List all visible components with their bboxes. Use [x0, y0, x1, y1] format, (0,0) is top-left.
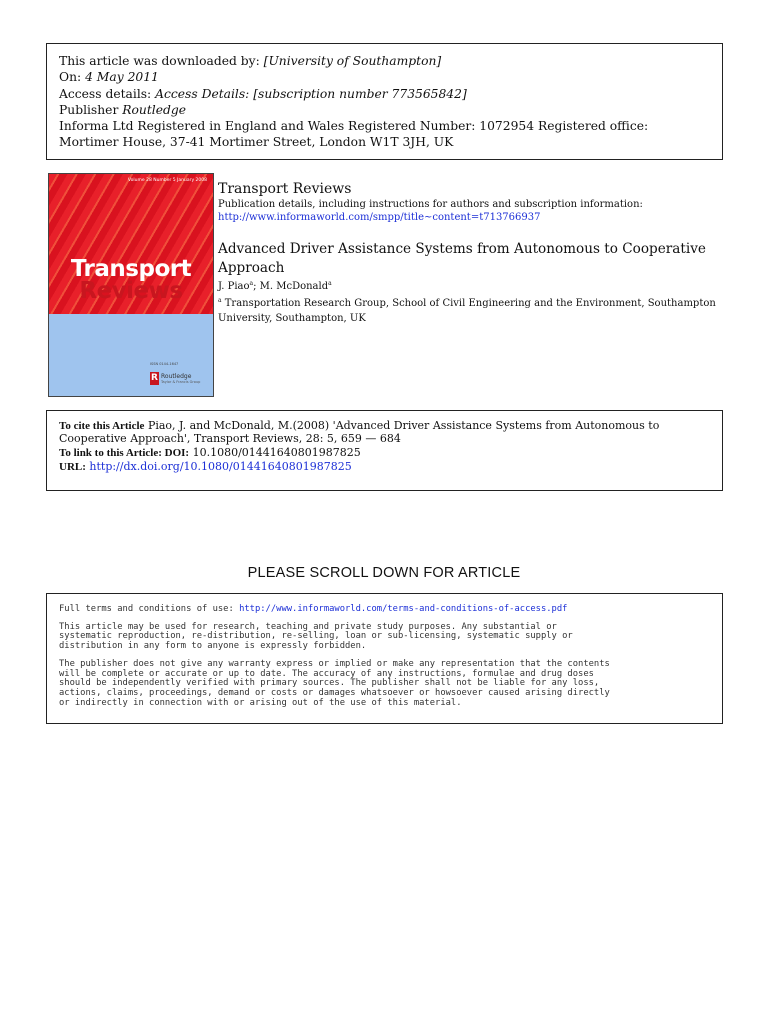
author-mcdonald: ; M. McDonald: [253, 281, 329, 292]
cover-volume-text: Volume 28 Number 5 January 2008: [127, 178, 207, 183]
download-info-box: [46, 43, 723, 160]
journal-title: Transport Reviews: [218, 181, 352, 197]
journal-link[interactable]: http://www.informaworld.com/smpp/title~content=t713766937: [218, 212, 541, 223]
downloaded-by-value: [University of Southampton]: [263, 54, 442, 68]
author-piao: J. Piao: [218, 281, 250, 292]
terms-box: [46, 593, 723, 724]
publisher-label: Publisher: [59, 102, 123, 117]
cite-line: [59, 420, 710, 445]
access-details-line: [59, 86, 710, 102]
doi-value: 10.1080/01441640801987825: [189, 445, 361, 459]
cover-small-text: ISSN 0144-1647: [150, 362, 179, 366]
cite-label: To cite this Article: [59, 420, 145, 432]
affiliation-text: Transportation Research Group, School of Civil Engineering and the Environment, Southampton University, Southampton, UK: [218, 298, 716, 324]
publication-details-text: Publication details, including instructions for authors and subscription information:: [218, 199, 643, 210]
download-date-line: [59, 69, 710, 85]
routledge-logo-name: Routledge: [161, 373, 192, 380]
terms-para1: This article may be used for research, teaching and private study purposes. Any substantial or systematic reproduction, re-distribution, re-selling, loan or sub-licensing, systematic supply or distribution in any form to anyone is expressly forbidden.: [59, 621, 573, 652]
publisher-line: [59, 102, 710, 118]
downloaded-by-label: This article was downloaded by:: [59, 54, 264, 68]
affiliation: [218, 293, 718, 326]
journal-cover-image: [48, 173, 214, 397]
routledge-logo-sub: Taylor & Francis Group: [161, 380, 201, 384]
download-date-value: 4 May 2011: [85, 70, 159, 85]
article-authors: [218, 277, 718, 293]
author-piao-sup: a: [249, 280, 254, 287]
affiliation-sup: a: [218, 297, 222, 304]
citation-box: [46, 410, 723, 491]
scroll-down-message: PLEASE SCROLL DOWN FOR ARTICLE: [247, 565, 521, 581]
terms-label: Full terms and conditions of use:: [59, 604, 240, 614]
terms-line: [59, 605, 710, 615]
url-label: URL:: [59, 460, 86, 473]
access-details-label: Access details:: [59, 86, 156, 101]
routledge-r-icon: R: [151, 373, 158, 383]
cite-text: Piao, J. and McDonald, M.(2008) 'Advanced Driver Assistance Systems from Autonomous to Cooperative Approach', Transport Reviews, 28: 5, 659 — 684: [59, 419, 660, 445]
download-date-label: On:: [59, 70, 86, 85]
routledge-logo: [150, 370, 212, 388]
publisher-value: Routledge: [122, 102, 186, 117]
doi-url-link[interactable]: http://dx.doi.org/10.1080/01441640801987825: [85, 459, 352, 473]
author-mcdonald-sup: a: [328, 280, 332, 287]
article-title: Advanced Driver Assistance Systems from Autonomous to Cooperative Approach: [218, 241, 706, 276]
cover-title-line1: Transport: [70, 256, 192, 282]
access-details-value: Access Details: [subscription number 773565842]: [155, 86, 467, 101]
terms-para2: The publisher does not give any warranty express or implied or make any representation that the contents will be complete or accurate or up to date. The accuracy of any instructions, formulae and drug doses should be independently verified with primary sources. The publisher shall not be liable for any loss, actions, claims, proceedings, demand or costs or damages whatsoever or howsoever caused arising directly or indirectly in connection with or arising out of the use of this material.: [59, 658, 610, 708]
doi-line: [59, 447, 710, 460]
terms-link[interactable]: http://www.informaworld.com/terms-and-conditions-of-access.pdf: [239, 604, 568, 614]
downloaded-by-line: [59, 53, 710, 69]
registered-office-text: Informa Ltd Registered in England and Wales Registered Number: 1072954 Registered office: Mortimer House, 37-41 Mortimer Street, London W1T 3JH, UK: [59, 119, 649, 150]
doi-label: To link to this Article: DOI:: [59, 446, 190, 459]
cover-title-line2: Reviews: [79, 278, 183, 304]
journal-info: [218, 180, 718, 326]
url-line: [59, 461, 710, 474]
